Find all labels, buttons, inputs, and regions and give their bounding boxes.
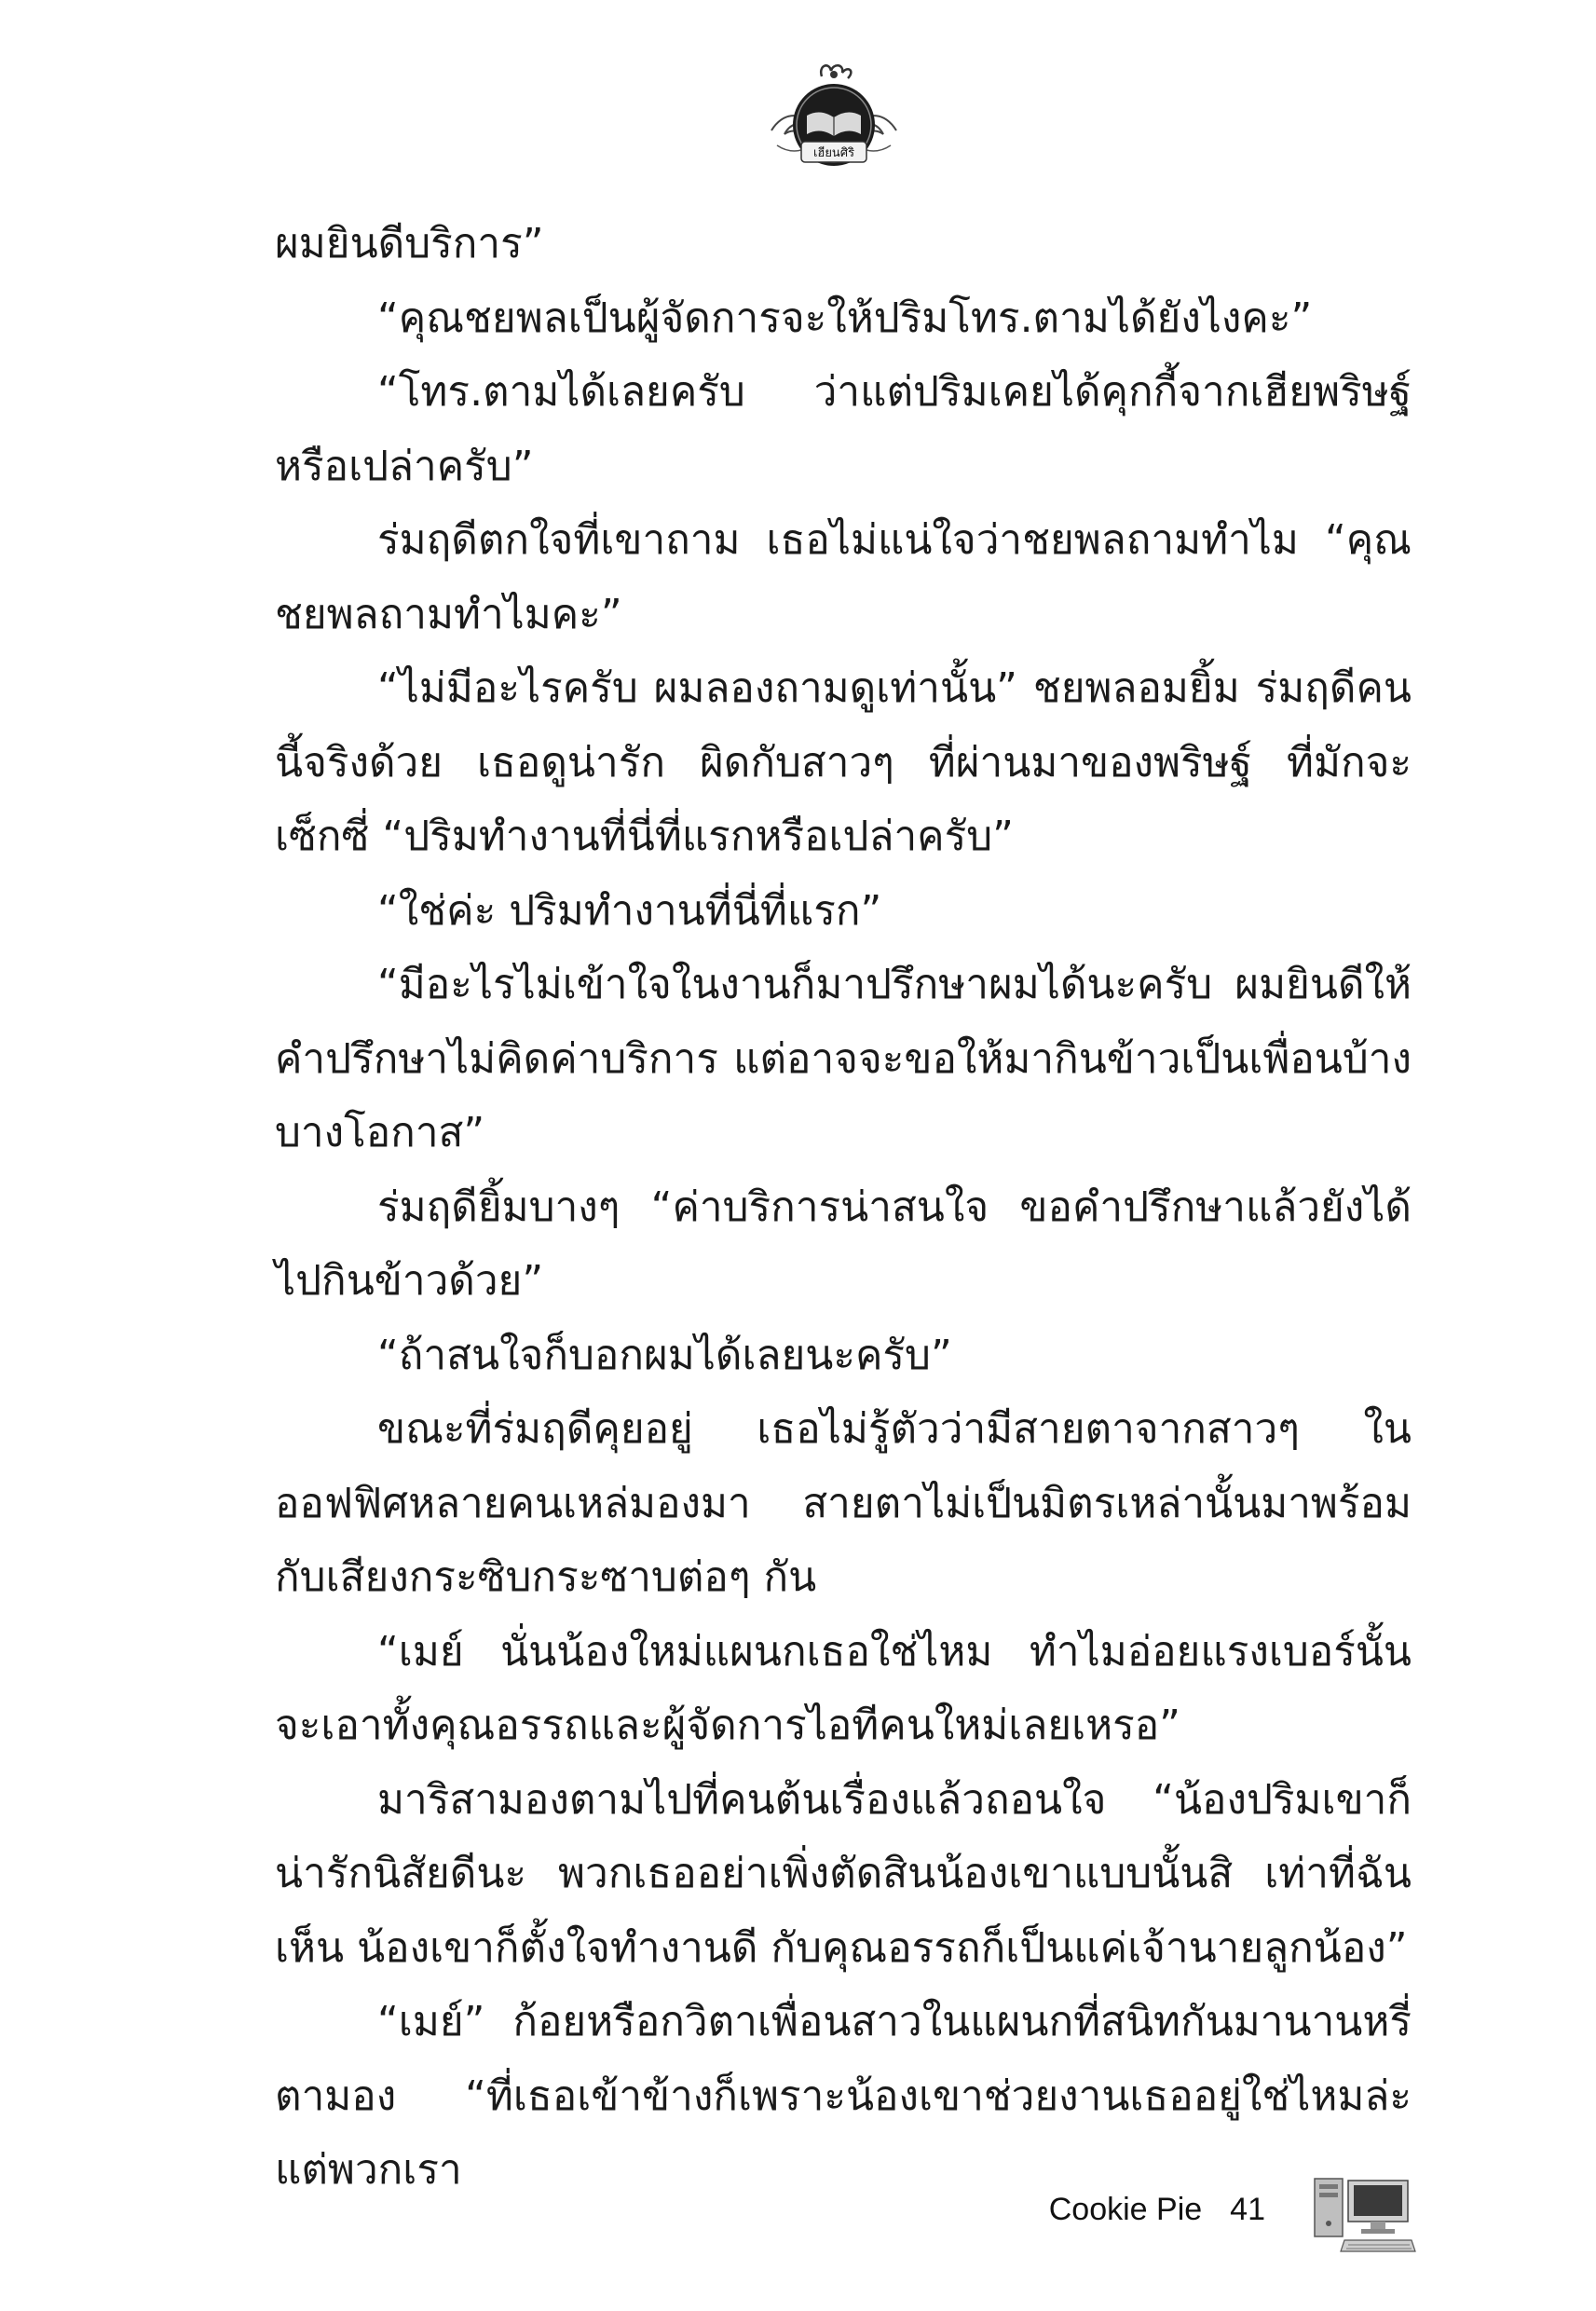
paragraph: ผมยินดีบริการ” [275, 220, 544, 267]
paragraph: “คุณชยพลเป็นผู้จัดการจะให้ปริมโทร.ตามได้ยังไงคะ” [377, 294, 1313, 342]
paragraph: ร่มฤดีตกใจที่เขาถาม เธอไม่แน่ใจว่าชยพลถามทำไม “คุณชยพลถามทำไมคะ” [275, 516, 1412, 638]
page-body-text [275, 207, 1412, 2208]
ornament-book-emblem-icon [764, 56, 904, 177]
paragraph: มาริสามองตามไปที่คนต้นเรื่องแล้วถอนใจ “น้องปริมเขาก็น่ารักนิสัยดีนะ พวกเธออย่าเพิ่งตัดสินน้องเขาแบบนั้นสิ เท่าที่ฉันเห็น น้องเขาก็ตั้งใจทำงานดี กับคุณอรรถก็เป็นแค่เจ้านายลูกน้อง” [275, 1775, 1412, 1972]
paragraph: “เมย์ นั่นน้องใหม่แผนกเธอใช่ไหม ทำไมอ่อยแรงเบอร์นั้น จะเอาทั้งคุณอรรถและผู้จัดการไอทีคนใหม่เลยเหรอ” [275, 1627, 1412, 1749]
emblem-text: เฮียนศิริ [812, 146, 855, 160]
paragraph: “ถ้าสนใจก็บอกผมได้เลยนะครับ” [377, 1331, 952, 1379]
page-number: 41 [1230, 2192, 1265, 2227]
paragraph: “มีอะไรไม่เข้าใจในงานก็มาปรึกษาผมได้นะครับ ผมยินดีให้คำปรึกษาไม่คิดค่าบริการ แต่อาจจะขอให้มากินข้าวเป็นเพื่อนบ้างบางโอกาส” [275, 961, 1412, 1156]
footer-label [1049, 2192, 1265, 2228]
paragraph: ร่มฤดียิ้มบางๆ “ค่าบริการน่าสนใจ ขอคำปรึกษาแล้วยังได้ไปกินข้าวด้วย” [275, 1183, 1412, 1305]
paragraph: “ใช่ค่ะ ปริมทำงานที่นี่ที่แรก” [377, 886, 882, 935]
paragraph: “โทร.ตามได้เลยครับ ว่าแต่ปริมเคยได้คุกกี้จากเฮียพริษฐ์หรือเปล่าครับ” [275, 368, 1412, 490]
computer-icon [1309, 2171, 1416, 2260]
paragraph: ขณะที่ร่มฤดีคุยอยู่ เธอไม่รู้ตัวว่ามีสายตาจากสาวๆ ในออฟฟิศหลายคนเหล่มองมา สายตาไม่เป็นมิตรเหล่านั้นมาพร้อมกับเสียงกระซิบกระซาบต่อๆ กัน [275, 1405, 1412, 1601]
paragraph: “ไม่มีอะไรครับ ผมลองถามดูเท่านั้น” ชยพลอมยิ้ม ร่มฤดีคนนี้จริงด้วย เธอดูน่ารัก ผิดกับสาวๆ ที่ผ่านมาของพริษฐ์ ที่มักจะเซ็กซี่ “ปริมทำงานที่นี่ที่แรกหรือเปล่าครับ” [275, 664, 1412, 860]
paragraph: “เมย์” ก้อยหรือกวิตาเพื่อนสาวในแผนกที่สนิทกันมานานหรี่ตามอง “ที่เธอเข้าข้างก็เพราะน้องเขาช่วยงานเธออยู่ใช่ไหมล่ะ แต่พวกเรา [275, 1998, 1412, 2194]
page-footer [1006, 2171, 1416, 2264]
book-title: Cookie Pie [1048, 2192, 1203, 2227]
